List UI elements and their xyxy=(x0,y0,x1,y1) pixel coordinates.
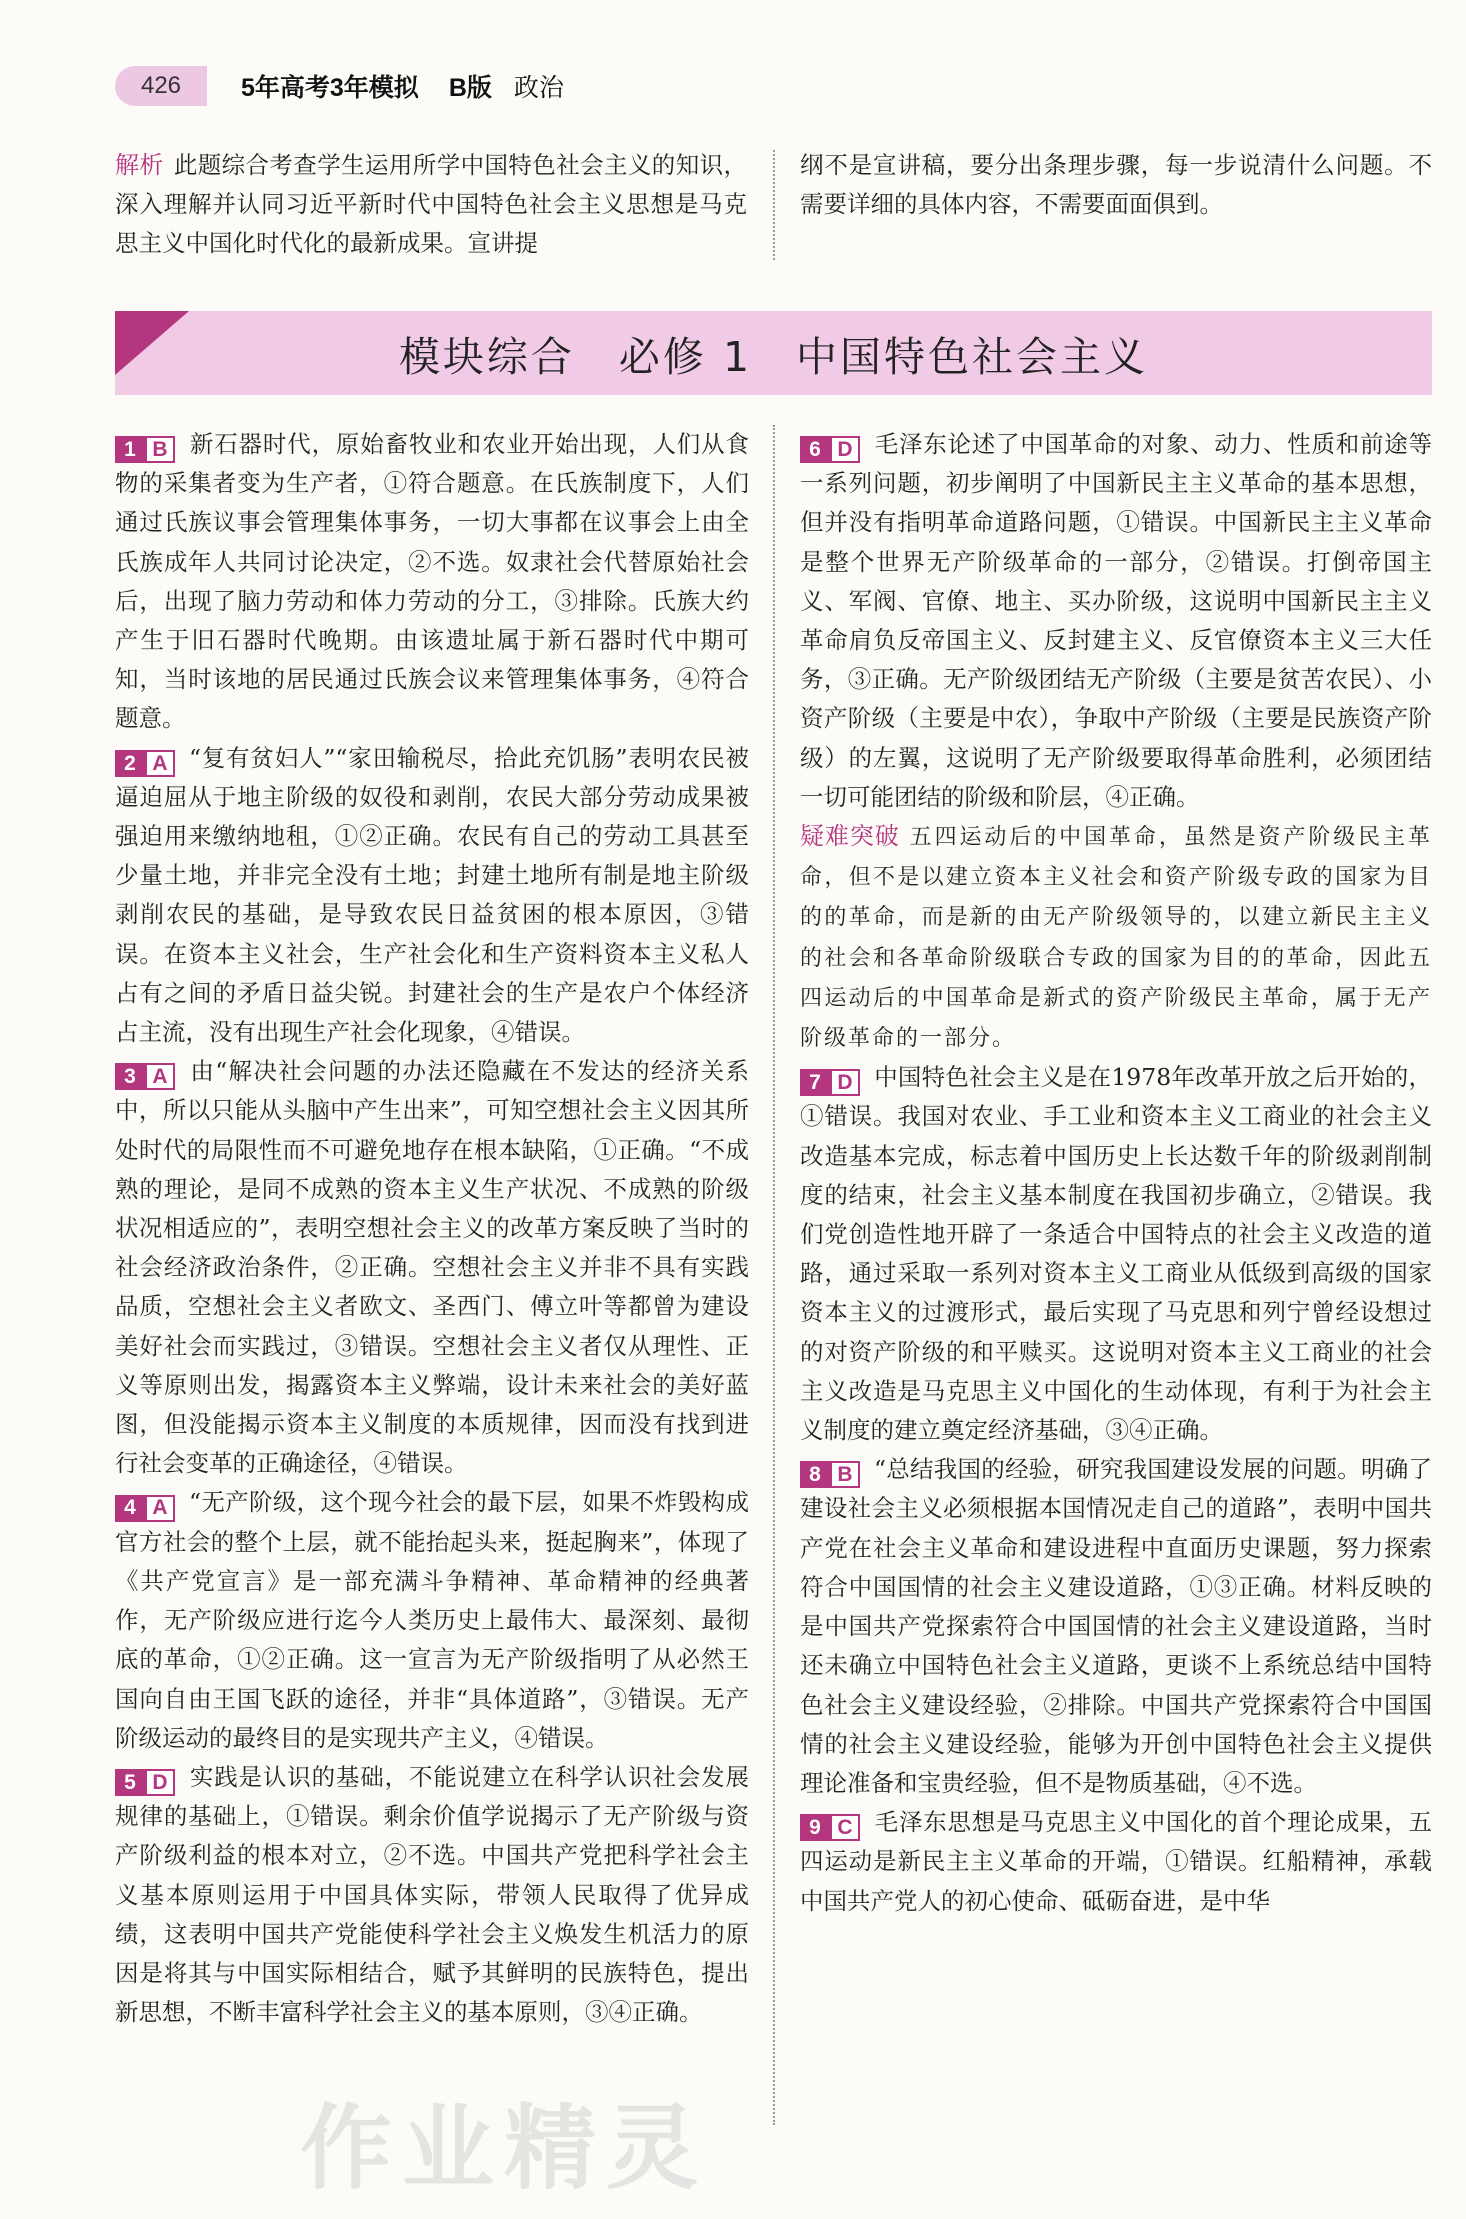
difficulty-note xyxy=(800,817,1432,1058)
analysis-left xyxy=(115,146,747,264)
question-badge: 1 B xyxy=(115,436,175,463)
answer-explanation: 毛泽东论述了中国革命的对象、动力、性质和前途等一系列问题，初步阐明了中国新民主主义革命的基本思想，但并没有指明革命道路问题，①错误。中国新民主主义革命是整个世界无产阶级革命的一部分，②错误。打倒帝国主义、军阀、官僚、地主、买办阶级，这说明中国新民主主义革命肩负反帝国主义、反封建主义、反官僚资本主义三大任务，③正确。无产阶级团结无产阶级（主要是贫苦农民）、小资产阶级（主要是中农），争取中产阶级（主要是民族资产阶级）的左翼，这说明了无产阶级要取得革命胜利，必须团结一切可能团结的阶级和阶层，④正确。 xyxy=(800,430,1432,811)
difficulty-text: 五四运动后的中国革命，虽然是资产阶级民主革命，但不是以建立资本主义社会和资产阶级专政的国家为目的的革命，而是新的由无产阶级领导的，以建立新民主主义的社会和各革命阶级联合专政的国家为目的的革命，因此五四运动后的中国革命是新式的资产阶级民主革命，属于无产阶级革命的一部分。 xyxy=(800,825,1432,1052)
analysis-text: 此题综合考查学生运用所学中国特色社会主义的知识，深入理解并认同习近平新时代中国特色社会主义思想是马克思主义中国化时代化的最新成果。宣讲提 xyxy=(115,151,748,258)
answer-item xyxy=(800,425,1432,817)
right-column xyxy=(800,425,1432,1921)
question-badge: 6 D xyxy=(800,436,860,463)
section-title: 模块综合 必修 1 中国特色社会主义 xyxy=(398,332,1149,381)
question-badge: 3 A xyxy=(115,1063,175,1090)
question-badge: 7 D xyxy=(800,1069,860,1096)
question-badge: 5 D xyxy=(115,1769,175,1796)
answer-item xyxy=(115,425,749,739)
page-number: 426 xyxy=(115,66,207,106)
question-badge: 2 A xyxy=(115,750,175,777)
edition-label: B版 xyxy=(448,74,492,102)
answer-item xyxy=(115,1052,749,1483)
analysis-right: 纲不是宣讲稿，要分出条理步骤，每一步说清什么问题。不需要详细的具体内容，不需要面面俱到。 xyxy=(800,151,1432,219)
question-badge: 9 C xyxy=(800,1814,860,1841)
book-title: 5年高考3年模拟 xyxy=(241,74,419,102)
answer-explanation: “复有贫妇人”“家田输税尽，拾此充饥肠”表明农民被逼迫屈从于地主阶级的奴役和剥削，农民大部分劳动成果被强迫用来缴纳地租，①②正确。农民有自己的劳动工具甚至少量土地，并非完全没有土地；封建土地所有制是地主阶级剥削农民的基础，是导致农民日益贫困的根本原因，③错误。在资本主义社会，生产社会化和生产资料资本主义私人占有之间的矛盾日益尖锐。封建社会的生产是农户个体经济占主流，没有出现生产社会化现象，④错误。 xyxy=(115,743,749,1047)
difficulty-label: 疑难突破 xyxy=(800,823,900,851)
subject-label: 政治 xyxy=(513,74,564,102)
answer-item xyxy=(115,1483,749,1757)
watermark: 作业精灵 xyxy=(300,2095,709,2202)
answer-item xyxy=(115,739,749,1053)
answer-item xyxy=(800,1450,1432,1803)
answer-item xyxy=(800,1058,1432,1450)
answer-explanation: 由“解决社会问题的办法还隐藏在不发达的经济关系中，所以只能从头脑中产生出来”，可知空想社会主义因其所处时代的局限性而不可避免地存在根本缺陷，①正确。“不成熟的理论，是同不成熟的资本主义生产状况、不成熟的阶级状况相适应的”，表明空想社会主义的改革方案反映了当时的社会经济政治条件，②正确。空想社会主义并非不具有实践品质，空想社会主义者欧文、圣西门、傅立叶等都曾为建设美好社会而实践过，③错误。空想社会主义者仅从理性、正义等原则出发，揭露资本主义弊端，设计未来社会的美好蓝图，但没能揭示资本主义制度的本质规律，因而没有找到进行社会变革的正确途径，④错误。 xyxy=(115,1057,749,1478)
answer-explanation: 实践是认识的基础，不能说建立在科学认识社会发展规律的基础上，①错误。剩余价值学说揭示了无产阶级与资产阶级利益的根本对立，②不选。中国共产党把科学社会主义基本原则运用于中国具体实际，带领人民取得了优异成绩，这表明中国共产党能使科学社会主义焕发生机活力的原因是将其与中国实际相结合，赋予其鲜明的民族特色，提出新思想，不断丰富科学社会主义的基本原则，③④正确。 xyxy=(115,1762,749,2027)
answer-explanation: “总结我国的经验，研究我国建设发展的问题。明确了建设社会主义必须根据本国情况走自己的道路”，表明中国共产党在社会主义革命和建设进程中直面历史课题，努力探索符合中国国情的社会主义建设道路，①③正确。材料反映的是中国共产党探索符合中国国情的社会主义建设道路，当时还未确立中国特色社会主义道路，更谈不上系统总结中国特色社会主义建设经验，②排除。中国共产党探索符合中国国情的社会主义建设经验，能够为开创中国特色社会主义提供理论准备和宝贵经验，但不是物质基础，④不选。 xyxy=(800,1455,1432,1797)
question-badge: 8 B xyxy=(800,1461,860,1488)
answer-item xyxy=(800,1803,1432,1921)
column-divider xyxy=(773,150,775,260)
answer-explanation: 毛泽东思想是马克思主义中国化的首个理论成果，五四运动是新民主主义革命的开端，①错误。红船精神，承载中国共产党人的初心使命、砥砺奋进，是中华 xyxy=(800,1808,1432,1915)
analysis-label: 解析 xyxy=(115,152,164,179)
section-banner xyxy=(115,311,1432,395)
left-column xyxy=(115,425,749,2032)
answer-explanation: 新石器时代，原始畜牧业和农业开始出现，人们从食物的采集者变为生产者，①符合题意。在氏族制度下，人们通过氏族议事会管理集体事务，一切大事都在议事会上由全氏族成年人共同讨论决定，②不选。奴隶社会代替原始社会后，出现了脑力劳动和体力劳动的分工，③排除。氏族大约产生于旧石器时代晚期。由该遗址属于新石器时代中期可知，当时该地的居民通过氏族会议来管理集体事务，④符合题意。 xyxy=(115,430,749,733)
question-badge: 4 A xyxy=(115,1495,175,1522)
page-header xyxy=(115,64,564,108)
answer-explanation: “无产阶级，这个现今社会的最下层，如果不炸毁构成官方社会的整个上层，就不能抬起头来，挺起胸来”，体现了《共产党宣言》是一部充满斗争精神、革命精神的经典著作，无产阶级应进行迄今人类历史上最伟大、最深刻、最彻底的革命，①②正确。这一宣言为无产阶级指明了从必然王国向自由王国飞跃的途径，并非“具体道路”，③错误。无产阶级运动的最终目的是实现共产主义，④错误。 xyxy=(115,1488,749,1752)
column-divider xyxy=(773,425,775,2125)
answer-explanation: 中国特色社会主义是在1978年改革开放之后开始的，①错误。我国对农业、手工业和资本主义工商业的社会主义改造基本完成，标志着中国历史上长达数千年的阶级剥削制度的结束，社会主义基本制度在我国初步确立，②错误。我们党创造性地开辟了一条适合中国特点的社会主义改造的道路，通过采取一系列对资本主义工商业从低级到高级的国家资本主义的过渡形式，最后实现了马克思和列宁曾经设想过的对资产阶级的和平赎买。这说明对资本主义工商业的社会主义改造是马克思主义中国化的生动体现，有利于为社会主义制度的建立奠定经济基础，③④正确。 xyxy=(800,1063,1432,1445)
answer-item xyxy=(115,1758,749,2032)
